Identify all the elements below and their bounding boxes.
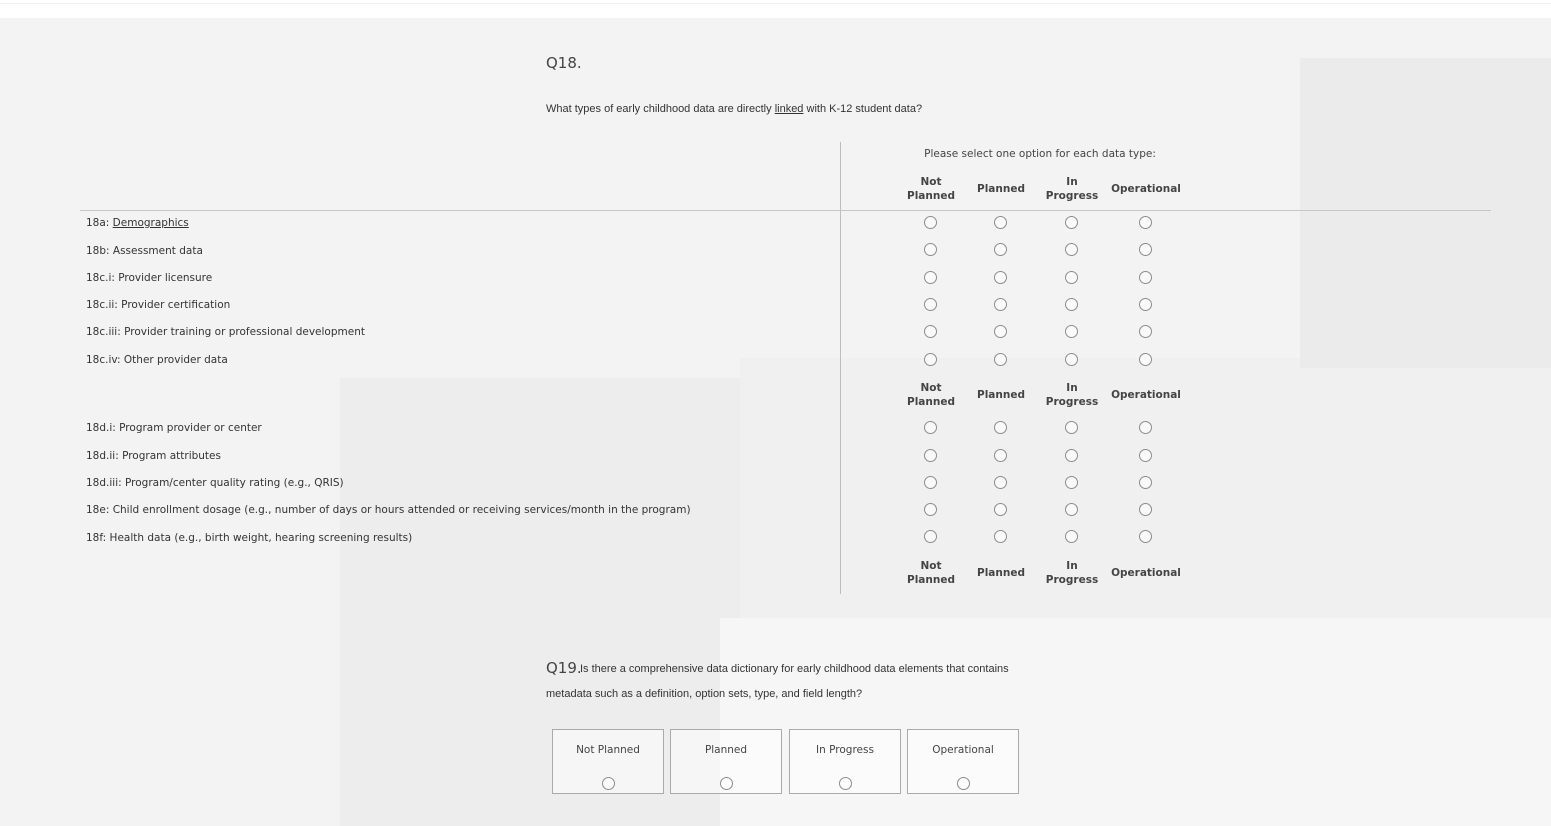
radio-row9-planned[interactable] bbox=[994, 476, 1007, 489]
col-header-planned: Planned bbox=[977, 567, 1025, 579]
radio-row6-planned[interactable] bbox=[994, 353, 1007, 366]
radio-row1-in-progress[interactable] bbox=[1065, 216, 1078, 229]
radio-row10-operational[interactable] bbox=[1139, 503, 1152, 516]
radio-row10-not-planned[interactable] bbox=[924, 503, 937, 516]
radio-row9-operational[interactable] bbox=[1139, 476, 1152, 489]
col-header-text: In bbox=[1066, 560, 1078, 572]
row-label-18c-i: 18c.i: Provider licensure bbox=[86, 272, 213, 284]
col-header-text: Progress bbox=[1045, 396, 1099, 408]
radio-row4-planned[interactable] bbox=[994, 298, 1007, 311]
radio-row4-operational[interactable] bbox=[1139, 298, 1152, 311]
radio-row2-planned[interactable] bbox=[994, 243, 1007, 256]
col-header-text: Planned bbox=[907, 190, 955, 202]
col-header-operational: Operational bbox=[1111, 567, 1181, 579]
col-header-operational: Operational bbox=[1111, 389, 1181, 401]
row-label-link: Demographics bbox=[112, 217, 189, 229]
q19-option-label: Not Planned bbox=[576, 744, 640, 756]
radio-row7-operational[interactable] bbox=[1139, 421, 1152, 434]
radio-row7-in-progress[interactable] bbox=[1065, 421, 1078, 434]
q18-question-link: linked bbox=[774, 103, 804, 115]
q18-question bbox=[546, 103, 922, 115]
radio-row7-not-planned[interactable] bbox=[924, 421, 937, 434]
row-label-18d-ii: 18d.ii: Program attributes bbox=[86, 450, 221, 462]
radio-row5-not-planned[interactable] bbox=[924, 325, 937, 338]
q19-question-line2: metadata such as a definition, option sets, type, and field length? bbox=[546, 688, 863, 700]
radio-row4-not-planned[interactable] bbox=[924, 298, 937, 311]
radio-row9-in-progress[interactable] bbox=[1065, 476, 1078, 489]
row-label-18c-iv: 18c.iv: Other provider data bbox=[86, 354, 228, 366]
radio-row8-planned[interactable] bbox=[994, 449, 1007, 462]
col-header-text: Planned bbox=[907, 574, 955, 586]
radio-row9-not-planned[interactable] bbox=[924, 476, 937, 489]
row-label-18c-iii: 18c.iii: Provider training or professional development bbox=[86, 326, 365, 338]
radio-row2-in-progress[interactable] bbox=[1065, 243, 1078, 256]
q19-radio-operational[interactable] bbox=[957, 777, 970, 790]
row-label-18b: 18b: Assessment data bbox=[86, 245, 203, 257]
radio-row10-in-progress[interactable] bbox=[1065, 503, 1078, 516]
radio-row11-in-progress[interactable] bbox=[1065, 530, 1078, 543]
q19-option-operational[interactable] bbox=[907, 729, 1019, 794]
row-label-prefix: 18a: bbox=[86, 217, 113, 229]
radio-row11-not-planned[interactable] bbox=[924, 530, 937, 543]
col-header-operational: Operational bbox=[1111, 183, 1181, 195]
row-label-18c-ii: 18c.ii: Provider certification bbox=[86, 299, 231, 311]
radio-row7-planned[interactable] bbox=[994, 421, 1007, 434]
radio-row3-in-progress[interactable] bbox=[1065, 271, 1078, 284]
row-label-18d-i: 18d.i: Program provider or center bbox=[86, 422, 262, 434]
q19-radio-not-planned[interactable] bbox=[602, 777, 615, 790]
q19-radio-in-progress[interactable] bbox=[839, 777, 852, 790]
q18-number: Q18. bbox=[546, 54, 582, 72]
col-header-planned: Planned bbox=[977, 389, 1025, 401]
radio-row3-planned[interactable] bbox=[994, 271, 1007, 284]
radio-row11-planned[interactable] bbox=[994, 530, 1007, 543]
col-header-text: In bbox=[1066, 382, 1078, 394]
q19-option-in-progress[interactable] bbox=[789, 729, 901, 794]
radio-row8-in-progress[interactable] bbox=[1065, 449, 1078, 462]
q19-question-line1: Is there a comprehensive data dictionary for early childhood data elements that contains bbox=[580, 663, 1009, 675]
radio-row3-not-planned[interactable] bbox=[924, 271, 937, 284]
row-label-18e: 18e: Child enrollment dosage (e.g., number of days or hours attended or receiving services/month in the program) bbox=[86, 504, 691, 516]
q19-number: Q19. bbox=[546, 659, 582, 677]
radio-row10-planned[interactable] bbox=[994, 503, 1007, 516]
q19-option-not-planned[interactable] bbox=[552, 729, 664, 794]
col-header-text: Planned bbox=[907, 396, 955, 408]
col-header-text: Not bbox=[920, 176, 942, 188]
radio-row1-planned[interactable] bbox=[994, 216, 1007, 229]
col-header-text: Not bbox=[920, 560, 942, 572]
row-label-18f: 18f: Health data (e.g., birth weight, hearing screening results) bbox=[86, 532, 413, 544]
radio-row6-not-planned[interactable] bbox=[924, 353, 937, 366]
radio-row4-in-progress[interactable] bbox=[1065, 298, 1078, 311]
radio-row5-operational[interactable] bbox=[1139, 325, 1152, 338]
top-divider bbox=[0, 3, 1551, 4]
radio-row8-operational[interactable] bbox=[1139, 449, 1152, 462]
radio-row5-planned[interactable] bbox=[994, 325, 1007, 338]
radio-row6-in-progress[interactable] bbox=[1065, 353, 1078, 366]
col-header-text: Not bbox=[920, 382, 942, 394]
radio-row8-not-planned[interactable] bbox=[924, 449, 937, 462]
radio-row11-operational[interactable] bbox=[1139, 530, 1152, 543]
row-label-18a bbox=[86, 217, 189, 229]
q19-option-label: Operational bbox=[932, 744, 994, 756]
q18-instruction: Please select one option for each data type: bbox=[924, 148, 1156, 160]
q18-question-pre: What types of early childhood data are directly bbox=[546, 103, 775, 115]
q19-radio-planned[interactable] bbox=[720, 777, 733, 790]
radio-row5-in-progress[interactable] bbox=[1065, 325, 1078, 338]
radio-row2-operational[interactable] bbox=[1139, 243, 1152, 256]
col-header-text: In bbox=[1066, 176, 1078, 188]
radio-row1-operational[interactable] bbox=[1139, 216, 1152, 229]
col-header-text: Progress bbox=[1045, 574, 1099, 586]
q19-option-label: In Progress bbox=[816, 744, 874, 756]
col-header-text: Progress bbox=[1045, 190, 1099, 202]
radio-row6-operational[interactable] bbox=[1139, 353, 1152, 366]
row-label-18d-iii: 18d.iii: Program/center quality rating (e.g., QRIS) bbox=[86, 477, 344, 489]
radio-row1-not-planned[interactable] bbox=[924, 216, 937, 229]
radio-row2-not-planned[interactable] bbox=[924, 243, 937, 256]
col-header-planned: Planned bbox=[977, 183, 1025, 195]
q19-option-label: Planned bbox=[704, 744, 748, 756]
radio-row3-operational[interactable] bbox=[1139, 271, 1152, 284]
q19-option-planned[interactable] bbox=[670, 729, 782, 794]
matrix-divider-horizontal bbox=[80, 210, 1491, 211]
q18-question-post: with K-12 student data? bbox=[803, 103, 923, 115]
